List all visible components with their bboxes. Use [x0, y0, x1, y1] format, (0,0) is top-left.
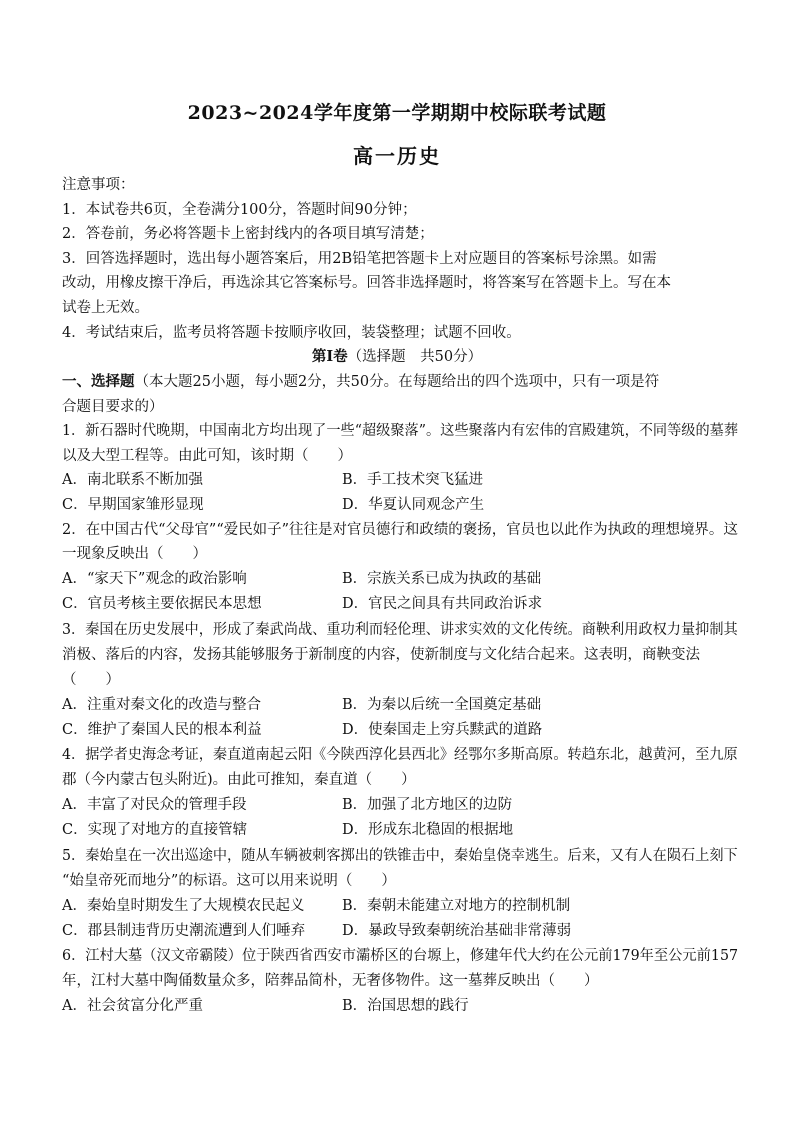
notice-line: 2．答卷前，务必将答题卡上密封线内的各项目填写清楚；: [62, 226, 434, 242]
part-note: （选择题 共50分）: [347, 349, 483, 365]
question-stem: “始皇帝死而地分”的标语。这可以用来说明（ ）: [62, 873, 396, 889]
option-d: D．华夏认同观念产生: [342, 497, 485, 513]
part-heading: [0, 347, 794, 367]
notice-heading: 注意事项：: [62, 177, 135, 193]
option-b: B．秦朝未能建立对地方的控制机制: [342, 898, 571, 914]
option-a: A．南北联系不断加强: [62, 472, 203, 488]
part-label: 第Ⅰ卷: [311, 348, 348, 365]
notice-line: 改动，用橡皮擦干净后，再选涂其它答案标号。回答非选择题时，将答案写在答题卡上。写在本: [62, 275, 671, 291]
option-a: A．社会贫富分化严重: [62, 998, 203, 1014]
section-heading: [62, 372, 738, 392]
option-d: D．官民之间具有共同政治诉求: [342, 596, 543, 612]
option-a: A．“家天下”观念的政治影响: [62, 571, 247, 587]
option-c: C．郡县制违背历史潮流遭到人们唾弃: [62, 923, 306, 939]
notice-line: 试卷上无效。: [62, 300, 149, 316]
option-d: D．使秦国走上穷兵黩武的道路: [342, 722, 543, 738]
question-stem: 3．秦国在历史发展中，形成了秦武尚战、重功利而轻伦理、讲求实效的文化传统。商鞅利用政权力量抑制其: [62, 622, 738, 638]
question-stem: 年，江村大墓中陶俑数量众多，陪葬品简朴，无奢侈物件。这一墓葬反映出（ ）: [62, 973, 599, 989]
question-stem: 1．新石器时代晚期，中国南北方均出现了一些“超级聚落”。这些聚落内有宏伟的宫殿建筑，不同等级的墓葬: [62, 423, 739, 439]
question-stem: 4．据学者史海念考证，秦直道南起云阳《今陕西淳化县西北》经鄂尔多斯高原。转趋东北，越黄河，至九原: [62, 747, 738, 763]
notice-line: 3．回答选择题时，选出每小题答案后，用2B铅笔把答题卡上对应题目的答案标号涂黑。如需: [62, 251, 657, 267]
option-a: A．注重对秦文化的改造与整合: [62, 697, 261, 713]
option-b: B．宗族关系已成为执政的基础: [342, 571, 542, 587]
notice-line: 1．本试卷共6页，全卷满分100分，答题时间90分钟；: [62, 202, 417, 218]
option-d: D．暴政导致秦朝统治基础非常薄弱: [342, 923, 572, 939]
option-b: B．加强了北方地区的边防: [342, 797, 513, 813]
question-stem: 6．江村大墓（汉文帝霸陵）位于陕西省西安市灞桥区的台塬上，修建年代大约在公元前179年至公元前157: [62, 948, 739, 964]
option-c: C．实现了对地方的直接管辖: [62, 822, 248, 838]
option-d: D．形成东北稳固的根据地: [342, 822, 514, 838]
question-stem: 以及大型工程等。由此可知，该时期（ ）: [62, 448, 352, 464]
option-b: B．治国思想的践行: [342, 998, 469, 1014]
question-stem: 2．在中国古代“父母官”“爱民如子”往往是对官员德行和政绩的褒扬，官员也以此作为执政的理想境界。这: [62, 522, 738, 538]
section-desc-continued: 合题目要求的）: [62, 399, 164, 415]
option-b: B．手工技术突飞猛进: [342, 472, 484, 488]
section-desc: （本大题25小题，每小题2分，共50分。在每题给出的四个选项中，只有一项是符: [134, 374, 660, 390]
option-c: C．官员考核主要依据民本思想: [62, 596, 262, 612]
question-stem: 5．秦始皇在一次出巡途中，随从车辆被刺客掷出的铁锥击中，秦始皇侥幸逃生。后来，又有人在陨石上刻下: [62, 848, 738, 864]
option-b: B．为秦以后统一全国奠定基础: [342, 697, 542, 713]
option-c: C．维护了秦国人民的根本利益: [62, 722, 262, 738]
question-stem: （ ）: [62, 672, 120, 688]
section-label: 一、选择题: [62, 373, 135, 390]
exam-subject: 高一历史: [353, 144, 441, 168]
option-a: A．丰富了对民众的管理手段: [62, 797, 247, 813]
option-c: C．早期国家雏形显现: [62, 497, 204, 513]
question-stem: 消极、落后的内容，发扬其能够服务于新制度的内容，使新制度与文化结合起来。这表明，商鞅变法: [62, 647, 700, 663]
exam-title: 2023~2024学年度第一学期期中校际联考试题: [187, 102, 607, 124]
question-stem: 郡（今内蒙古包头附近)。由此可推知，秦直道（ ）: [62, 772, 416, 788]
notice-line: 4．考试结束后，监考员将答题卡按顺序收回，装袋整理；试题不回收。: [62, 325, 521, 341]
question-stem: 一现象反映出（ ）: [62, 546, 207, 562]
option-a: A．秦始皇时期发生了大规模农民起义: [62, 898, 305, 914]
